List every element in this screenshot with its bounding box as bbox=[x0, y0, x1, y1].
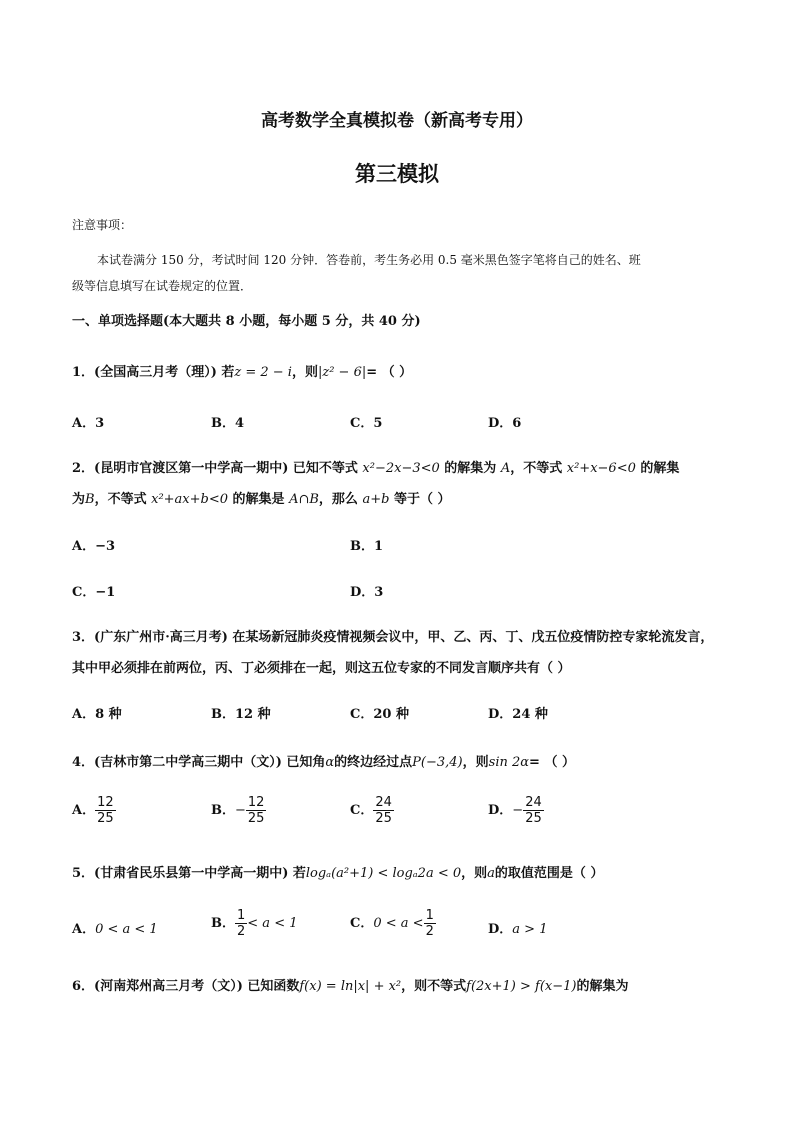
q2-text: 为 bbox=[72, 492, 86, 507]
q4-option-label: A． bbox=[72, 803, 96, 818]
q6-text: ，则不等式 bbox=[401, 979, 467, 994]
q4-text: 4．(吉林市第二中学高三期中（文）) 已知角 bbox=[72, 755, 326, 770]
q1-prefix: 1．(全国高三月考（理）) 若 bbox=[72, 365, 235, 380]
q4-fraction-a bbox=[95, 795, 116, 826]
q6-text: 6．(河南郑州高三月考（文）) 已知函数 bbox=[72, 979, 300, 994]
q1-option-a: A．3 bbox=[72, 416, 105, 431]
q6-text: 的解集为 bbox=[576, 979, 629, 994]
q1-option-c: C．5 bbox=[350, 416, 383, 431]
q1-expr-abs: |z² − 6| bbox=[317, 365, 367, 380]
q5-option-d bbox=[488, 918, 547, 937]
q3-option-c: C．20 种 bbox=[350, 707, 409, 722]
q6-inequality: f(2x+1) > f(x−1) bbox=[466, 979, 577, 994]
question-6 bbox=[72, 975, 629, 994]
q2-sum: a+b bbox=[362, 492, 390, 507]
q2-text: 的解集 bbox=[635, 461, 680, 476]
q4-option-c bbox=[350, 795, 394, 826]
q2-option-b: B．1 bbox=[350, 539, 384, 554]
q5-expression: logₐ(a²+1) < logₐ2a < 0 bbox=[305, 866, 462, 881]
q2-text: 等于（ ） bbox=[389, 492, 451, 507]
q2-text: ，不等式 bbox=[94, 492, 152, 507]
q4-text: = （ ） bbox=[529, 755, 575, 770]
numerator: 1 bbox=[237, 908, 246, 923]
q2-text: ，不等式 bbox=[510, 461, 567, 476]
q2-option-c: C．−1 bbox=[72, 585, 116, 600]
q5-option-a bbox=[72, 918, 158, 937]
q5-option-a-expr: 0 < a < 1 bbox=[95, 922, 158, 937]
question-1 bbox=[72, 361, 412, 380]
q4-option-d bbox=[488, 795, 544, 826]
exam-title: 高考数学全真模拟卷（新高考专用） bbox=[261, 111, 533, 131]
q5-option-b bbox=[211, 908, 298, 939]
q4-expression: sin 2α bbox=[488, 755, 530, 770]
question-2-line-1 bbox=[72, 457, 679, 476]
q5-option-c-expr: 0 < a < bbox=[373, 916, 424, 931]
denominator: 25 bbox=[247, 811, 265, 826]
notice-heading: 注意事项： bbox=[72, 218, 133, 232]
q4-sign: − bbox=[512, 803, 524, 818]
q2-option-a: A．−3 bbox=[72, 539, 116, 554]
q4-text: ，则 bbox=[462, 755, 489, 770]
q4-option-a bbox=[72, 795, 116, 826]
q4-fraction-d bbox=[523, 795, 544, 826]
q4-point: P(−3,4) bbox=[412, 755, 463, 770]
denominator: 2 bbox=[237, 924, 246, 939]
q4-option-label: B． bbox=[211, 803, 235, 818]
q2-inequality-1: x²−2x−3<0 bbox=[362, 461, 440, 476]
q2-set-a: A bbox=[500, 461, 511, 476]
q1-suffix: = （ ） bbox=[366, 365, 413, 380]
denominator: 25 bbox=[525, 811, 542, 826]
q3-option-a: A．8 种 bbox=[72, 707, 122, 722]
numerator: 1 bbox=[425, 908, 434, 923]
section-heading: 一、单项选择题(本大题共 8 小题，每小题 5 分，共 40 分) bbox=[72, 314, 421, 329]
q2-inequality-3: x²+ax+b<0 bbox=[151, 492, 229, 507]
question-5 bbox=[72, 862, 603, 881]
q5-option-d-expr: a > 1 bbox=[512, 922, 548, 937]
q5-text: 5．(甘肃省民乐县第一中学高一期中) 若 bbox=[72, 866, 306, 881]
numerator: 12 bbox=[97, 795, 114, 810]
q4-sign: − bbox=[235, 803, 246, 818]
q4-alpha: α bbox=[325, 755, 335, 770]
q3-option-d: D．24 种 bbox=[488, 707, 548, 722]
q2-text: 的解集是 bbox=[228, 492, 290, 507]
denominator: 25 bbox=[375, 811, 392, 826]
q4-text: 的终边经过点 bbox=[334, 755, 413, 770]
q4-option-b bbox=[211, 795, 266, 826]
notice-line-1: 本试卷满分 150 分，考试时间 120 分钟．答卷前，考生务必用 0.5 毫米黑色签字笔将自己的姓名、班 bbox=[97, 253, 641, 267]
q5-fraction-c bbox=[424, 908, 436, 939]
q2-text: ，那么 bbox=[318, 492, 363, 507]
q1-option-d: D．6 bbox=[488, 416, 522, 431]
denominator: 25 bbox=[97, 811, 114, 826]
q2-option-d: D．3 bbox=[350, 585, 384, 600]
q5-option-b-expr: < a < 1 bbox=[247, 916, 298, 931]
q2-text: 2．(昆明市官渡区第一中学高一期中) 已知不等式 bbox=[72, 461, 363, 476]
question-4 bbox=[72, 751, 575, 770]
q2-set-b: B bbox=[85, 492, 95, 507]
q2-inequality-2: x²+x−6<0 bbox=[566, 461, 636, 476]
q5-text: ，则 bbox=[461, 866, 488, 881]
q5-option-label: D． bbox=[488, 922, 513, 937]
question-3-line-1: 3．(广东广州市·高三月考) 在某场新冠肺炎疫情视频会议中，甲、乙、丙、丁、戊五位疫情防控专家轮流发言， bbox=[72, 630, 714, 645]
notice-line-2: 级等信息填写在试卷规定的位置． bbox=[72, 279, 253, 293]
q1-option-b: B．4 bbox=[211, 416, 245, 431]
q5-option-label: C． bbox=[350, 916, 374, 931]
numerator: 12 bbox=[247, 795, 265, 810]
numerator: 24 bbox=[375, 795, 392, 810]
q5-text: 的取值范围是（ ） bbox=[494, 866, 604, 881]
denominator: 2 bbox=[425, 924, 434, 939]
q5-fraction-b bbox=[235, 908, 247, 939]
q4-fraction-b bbox=[246, 795, 267, 826]
q1-mid: ，则 bbox=[291, 365, 318, 380]
q5-option-label: B． bbox=[211, 916, 235, 931]
numerator: 24 bbox=[525, 795, 542, 810]
q5-option-label: A． bbox=[72, 922, 96, 937]
q4-option-label: C． bbox=[350, 803, 374, 818]
question-2-line-2 bbox=[72, 488, 450, 507]
q2-text: 的解集为 bbox=[439, 461, 501, 476]
q2-intersection: A∩B bbox=[289, 492, 319, 507]
q5-variable: a bbox=[487, 866, 495, 881]
q6-function: f(x) = ln|x| + x² bbox=[299, 979, 402, 994]
q4-option-label: D． bbox=[488, 803, 513, 818]
q4-fraction-c bbox=[373, 795, 394, 826]
q5-option-c bbox=[350, 908, 436, 939]
q3-option-b: B．12 种 bbox=[211, 707, 271, 722]
question-3-line-2: 其中甲必须排在前两位，丙、丁必须排在一起，则这五位专家的不同发言顺序共有（ ） bbox=[72, 661, 571, 676]
q1-expr-z: z = 2 − i bbox=[234, 365, 292, 380]
exam-subtitle: 第三模拟 bbox=[355, 162, 439, 186]
